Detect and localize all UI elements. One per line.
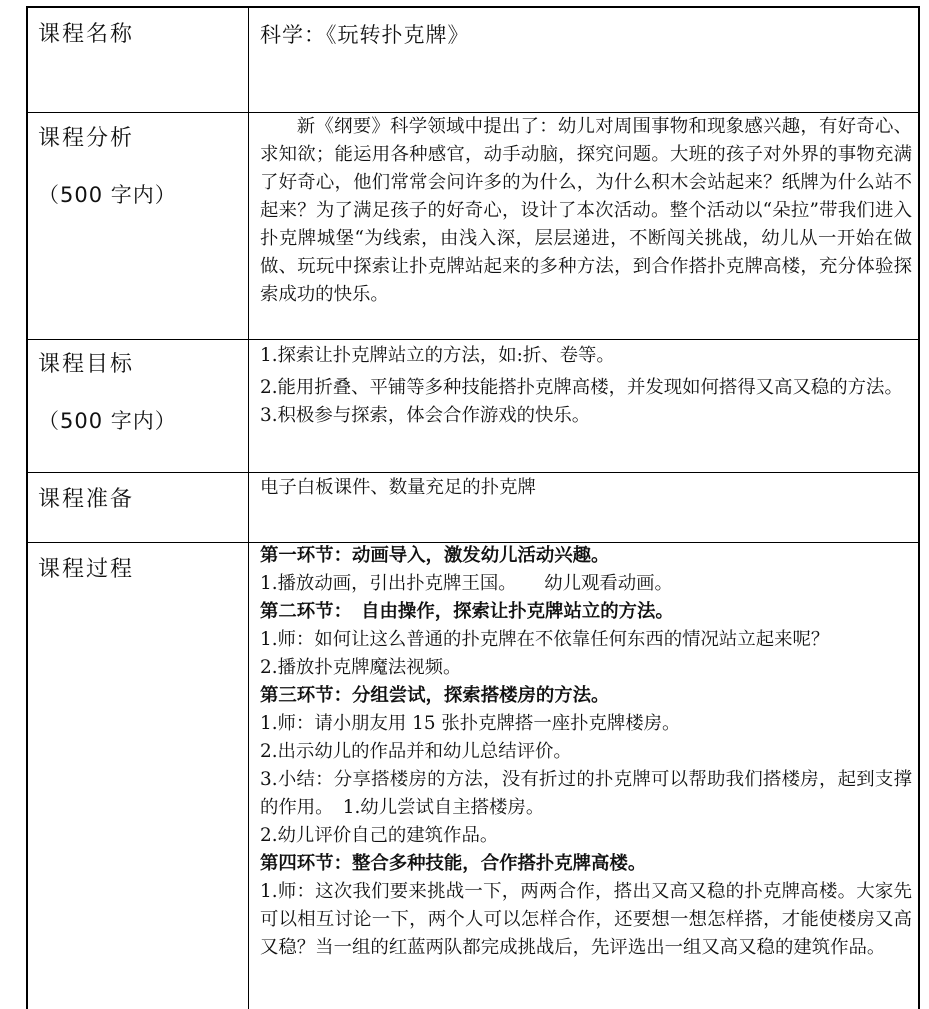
course-process-label: 课程过程 — [38, 557, 135, 582]
process-step: 1.师：请小朋友用 15 张扑克牌搭一座扑克牌楼房。 — [260, 713, 681, 734]
course-prep-label: 课程准备 — [38, 487, 135, 512]
course-process-label-cell — [38, 555, 238, 585]
goal-item: 2.能用折叠、平铺等多种技能搭扑克牌高楼，并发现如何搭得又高又稳的方法。 — [260, 377, 903, 398]
course-analysis-word-limit: （500 字内） — [38, 183, 177, 207]
course-goals-word-limit: （500 字内） — [38, 409, 177, 433]
row-divider-3 — [26, 472, 920, 473]
course-analysis-label-cell — [38, 124, 238, 210]
table-border-right — [918, 6, 920, 1009]
process-step: 2.播放扑克牌魔法视频。 — [260, 657, 462, 678]
process-step: 2.出示幼儿的作品并和幼儿总结评价。 — [260, 741, 572, 762]
course-name-text: 科学：《玩转扑克牌》 — [260, 23, 470, 47]
process-step: 1.播放动画，引出扑克牌王国。 幼儿观看动画。 — [260, 573, 673, 594]
goal-item: 3.积极参与探索，体会合作游戏的快乐。 — [260, 405, 591, 426]
course-analysis-content-cell — [260, 113, 912, 309]
column-divider — [248, 6, 249, 1009]
course-goals-content-cell — [260, 342, 912, 430]
goal-item: 1.探索让扑克牌站立的方法，如:折、卷等。 — [260, 345, 615, 366]
table-border-left — [26, 6, 28, 1009]
course-name-label: 课程名称 — [38, 22, 135, 47]
process-step: 1.师：这次我们要来挑战一下，两两合作，搭出又高又稳的扑克牌高楼。大家先可以相互讨论一下，两个人可以怎样合作，还要想一想怎样搭，才能使楼房又高又稳？当一组的红蓝两队都完成挑战后，先评选出一组又高又稳的建筑作品。 — [260, 881, 912, 958]
course-goals-label: 课程目标 — [38, 352, 135, 377]
course-analysis-label: 课程分析 — [38, 126, 135, 151]
table-border-top — [26, 6, 920, 8]
course-name-content-cell — [260, 20, 910, 50]
process-section-heading: 第四环节：整合多种技能，合作搭扑克牌高楼。 — [260, 853, 647, 874]
course-prep-content-cell — [260, 474, 912, 502]
process-step: 2.幼儿评价自己的建筑作品。 — [260, 825, 499, 846]
course-prep-label-cell — [38, 485, 238, 515]
process-section-heading: 第三环节：分组尝试，探索搭楼房的方法。 — [260, 685, 610, 706]
course-name-label-cell — [38, 20, 238, 50]
course-prep-text: 电子白板课件、数量充足的扑克牌 — [260, 477, 536, 498]
process-section-heading: 第二环节： 自由操作，探索让扑克牌站立的方法。 — [260, 601, 674, 622]
row-divider-2 — [26, 339, 920, 340]
process-section-heading: 第一环节：动画导入，激发幼儿活动兴趣。 — [260, 545, 610, 566]
course-goals-label-cell — [38, 350, 238, 436]
lesson-plan-table — [26, 6, 919, 1009]
course-analysis-paragraph: 新《纲要》科学领域中提出了：幼儿对周围事物和现象感兴趣，有好奇心、求知欲；能运用各种感官，动手动脑，探究问题。大班的孩子对外界的事物充满了好奇心，他们常常会问许多的为什么，为什么积木会站起来？纸牌为什么站不起来？为了满足孩子的好奇心，设计了本次活动。整个活动以“朵拉”带我们进入扑克牌城堡“为线索，由浅入深，层层递进，不断闯关挑战，幼儿从一开始在做做、玩玩中探索让扑克牌站起来的多种方法，到合作搭扑克牌高楼，充分体验探索成功的快乐。 — [260, 116, 912, 305]
course-process-content-cell — [260, 542, 912, 1009]
process-step: 1.师：如何让这么普通的扑克牌在不依靠任何东西的情况站立起来呢？ — [260, 629, 830, 650]
process-step: 3.小结：分享搭楼房的方法，没有折过的扑克牌可以帮助我们搭楼房，起到支撑的作用。 1.幼儿尝试自主搭楼房。 — [260, 769, 912, 818]
